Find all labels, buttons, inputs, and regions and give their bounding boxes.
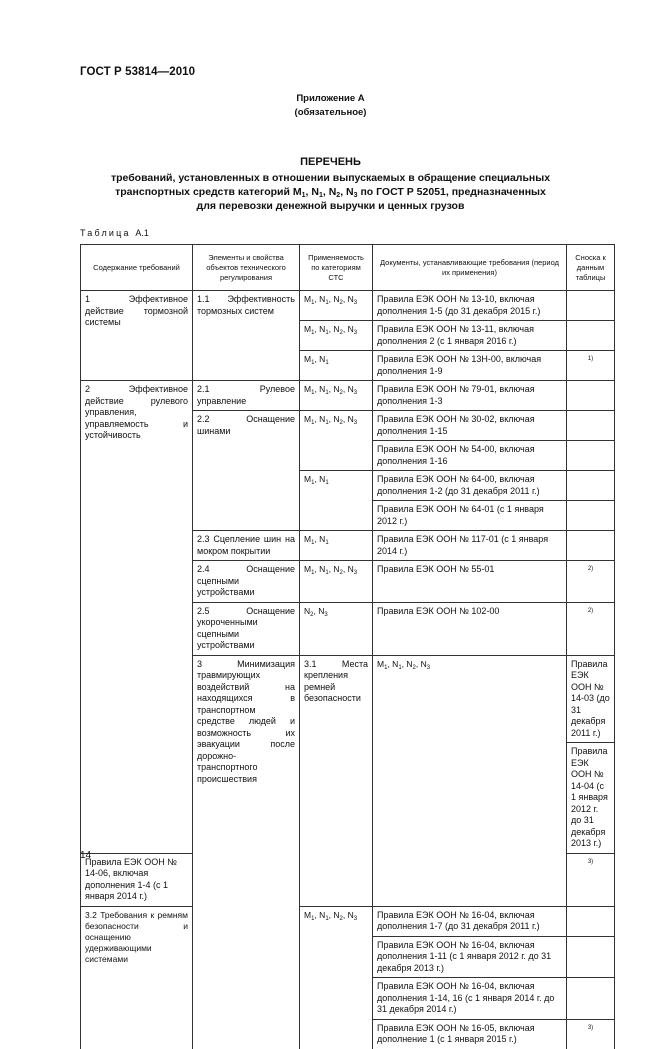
footnote-cell [567, 936, 615, 978]
document-cell: Правила ЕЭК ООН № 14-06, включая дополнения 1-4 (с 1 января 2014 г.) [81, 853, 193, 906]
document-cell: Правила ЕЭК ООН № 79-01, включая дополнения 1-3 [373, 381, 567, 411]
document-cell: Правила ЕЭК ООН № 13-11, включая дополнения 2 (с 1 января 2016 г.) [373, 321, 567, 351]
element-2-4: 2.4 Оснащение сцепными устройствами [193, 561, 300, 603]
page-number: 14 [80, 850, 92, 861]
list-subtitle [0, 171, 661, 213]
annex-note: (обязательное) [294, 107, 367, 118]
applicability-cell: $M_1$, $N_1$, $N_2$, $N_3$ [300, 411, 373, 471]
document-cell: Правила ЕЭК ООН № 13Н-00, включая дополнения 1-9 [373, 351, 567, 381]
element-2-5: 2.5 Оснащение укороченными сцепными устройствами [193, 602, 300, 655]
document-cell: Правила ЕЭК ООН № 16-05, включая дополнение 1 (с 1 января 2015 г.) [373, 1019, 567, 1049]
document-cell: Правила ЕЭК ООН № 16-04, включая дополнения 1-14, 16 (с 1 января 2014 г. до 31 декабря 2014 г.) [373, 978, 567, 1020]
document-cell: Правила ЕЭК ООН № 13-10, включая дополнения 1-5 (до 31 декабря 2015 г.) [373, 291, 567, 321]
document-cell: Правила ЕЭК ООН № 64-00, включая дополнения 1-2 (до 31 декабря 2011 г.) [373, 471, 567, 501]
subtitle-line-2: транспортных средств категорий $M_1$, $N_1$, $N_2$, $N_3$ по ГОСТ Р 52051, предназначенных [115, 186, 546, 199]
table-header-row [81, 245, 615, 291]
document-cell: Правила ЕЭК ООН № 14-03 (до 31 декабря 2011 г.) [567, 655, 615, 743]
footnote-cell [567, 411, 615, 441]
footnote-cell [567, 291, 615, 321]
element-3-1: 3.1 Места крепления ремней безопасности [300, 655, 373, 906]
header-footnote: Сноска к данным таблицы [567, 245, 615, 291]
subtitle-line-1: требований, установленных в отношении выпускаемых в обращение специальных [110, 172, 551, 184]
footnote-cell [567, 906, 615, 936]
footnote-cell [567, 381, 615, 411]
header-content: Содержание требований [81, 245, 193, 291]
subtitle-line-3: для перевозки денежной выручки и ценных грузов [196, 200, 465, 212]
element-1-1: 1.1 Эффективность тормозных систем [193, 291, 300, 381]
group-content-2: 2 Эффективное действие рулевого управления, управляемость и устойчивость [81, 381, 193, 854]
group-content-1: 1 Эффективное действие тормозной системы [81, 291, 193, 381]
applicability-cell: $M_1$, $N_1$, $N_2$, $N_3$ [300, 381, 373, 411]
document-cell: Правила ЕЭК ООН № 55-01 [373, 561, 567, 603]
element-2-2: 2.2 Оснащение шинами [193, 411, 300, 531]
applicability-cell: $M_1$, $N_1$, $N_2$, $N_3$ [300, 561, 373, 603]
header-documents: Документы, устанавливающие требования (период их применения) [373, 245, 567, 291]
document-cell: Правила ЕЭК ООН № 16-04, включая дополнения 1-11 (с 1 января 2012 г. до 31 декабря 2013 г.) [373, 936, 567, 978]
footnote-cell: 3) [567, 853, 615, 906]
annex-title: Приложение А [296, 93, 365, 104]
document-cell: Правила ЕЭК ООН № 54-00, включая дополнения 1-16 [373, 441, 567, 471]
footnote-cell [567, 321, 615, 351]
footnote-cell: 2) [567, 602, 615, 655]
footnote-cell [567, 471, 615, 501]
applicability-cell: $M_1$, $N_1$, $N_2$, $N_3$ [373, 655, 567, 906]
document-cell: Правила ЕЭК ООН № 30-02, включая дополнения 1-15 [373, 411, 567, 441]
element-2-1: 2.1 Рулевое управление [193, 381, 300, 411]
document-cell: Правила ЕЭК ООН № 14-04 (с 1 января 2012 г. до 31 декабря 2013 г.) [567, 743, 615, 854]
document-code: ГОСТ Р 53814—2010 [80, 66, 196, 78]
table-label: Таблица А.1 [80, 228, 149, 238]
applicability-cell: $M_1$, $N_1$, $N_2$, $N_3$ [300, 291, 373, 321]
element-2-3: 2.3 Сцепление шин на мокром покрытии [193, 531, 300, 561]
table-row [81, 906, 615, 936]
list-title: ПЕРЕЧЕНЬ [300, 156, 361, 168]
footnote-cell [567, 501, 615, 531]
applicability-cell: $M_1$, $N_1$ [300, 471, 373, 531]
group-content-3: 3 Минимизация травмирующих воздействий на находящихся в транспортном средстве людей и возможность их эвакуации после дорожно-транспортного происшествия [193, 655, 300, 1049]
element-3-2: 3.2 Требования к ремням безопасности и оснащению удерживающими системами [81, 906, 193, 1049]
requirements-table [80, 244, 615, 1049]
applicability-cell: $M_1$, $N_1$, $N_2$, $N_3$ [300, 906, 373, 1049]
footnote-cell: 2) [567, 561, 615, 603]
table-row [81, 291, 615, 321]
applicability-cell: $N_2$, $N_3$ [300, 602, 373, 655]
document-cell: Правила ЕЭК ООН № 16-04, включая дополнения 1-7 (до 31 декабря 2011 г.) [373, 906, 567, 936]
footnote-cell: 1) [567, 351, 615, 381]
document-cell: Правила ЕЭК ООН № 64-01 (с 1 января 2012 г.) [373, 501, 567, 531]
document-cell: Правила ЕЭК ООН № 102-00 [373, 602, 567, 655]
header-applicability: Применяемость по категориям СТС [300, 245, 373, 291]
table-row [81, 381, 615, 411]
header-elements: Элементы и свойства объектов технического регулирования [193, 245, 300, 291]
document-cell: Правила ЕЭК ООН № 117-01 (с 1 января 2014 г.) [373, 531, 567, 561]
footnote-cell [567, 441, 615, 471]
applicability-cell: $M_1$, $N_1$ [300, 351, 373, 381]
applicability-cell: $M_1$, $N_1$, $N_2$, $N_3$ [300, 321, 373, 351]
footnote-cell [567, 978, 615, 1020]
footnote-cell: 3) [567, 1019, 615, 1049]
applicability-cell: $M_1$, $N_1$ [300, 531, 373, 561]
footnote-cell [567, 531, 615, 561]
